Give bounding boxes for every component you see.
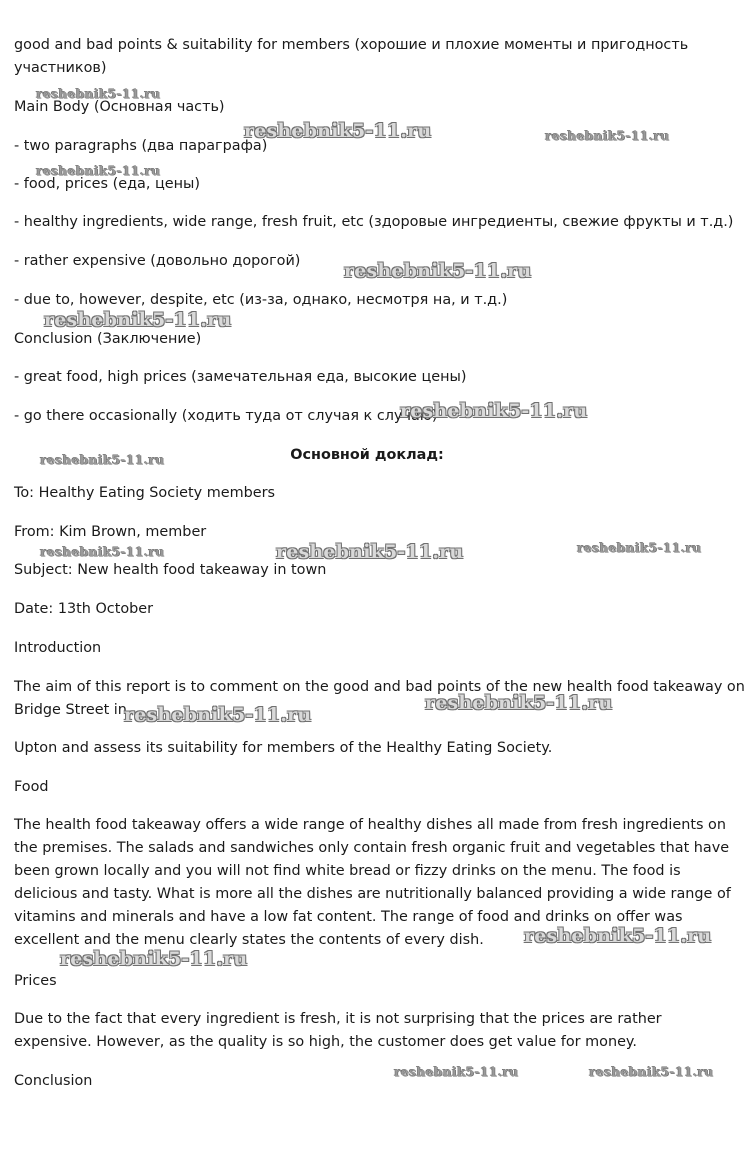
- food-paragraph: The health food takeaway offers a wide range of healthy dishes all made from fresh ingredients on the premises. The salads and sandwiches only contain fresh organic fruit and vegetables that have been grown locally and you will not find white bread or fizzy drinks on the menu. The food is delicious and tasty. What is more all the dishes are nutritionally balanced providing a wide range of vitamins and minerals and have a low fat content. The range of food and drinks on offer was excellent and the menu clearly states the contents of every dish.: [14, 817, 731, 948]
- paragraph-line: Bridge Street in: [14, 702, 127, 718]
- memo-date: Date: 13th October: [14, 601, 154, 617]
- watermark: reshebnik5-11.ru: [344, 260, 532, 282]
- prices-paragraph: Due to the fact that every ingredient is fresh, it is not surprising that the prices are rather expensive. However, as the quality is so high, the customer does get value for money.: [14, 1011, 662, 1050]
- watermark: reshebnik5-11.ru: [244, 120, 432, 142]
- watermark: reshebnik5-11.ru: [40, 544, 165, 559]
- watermark: reshebnik5-11.ru: [36, 163, 161, 178]
- section-heading: Introduction: [14, 640, 102, 656]
- list-item: - rather expensive (довольно дорогой): [14, 253, 301, 269]
- section-heading: Conclusion: [14, 1073, 93, 1089]
- text-line: участников): [14, 60, 107, 76]
- watermark: reshebnik5-11.ru: [124, 704, 312, 726]
- section-heading: Main Body (Основная часть): [14, 99, 225, 115]
- section-heading: Prices: [14, 973, 57, 989]
- watermark: reshebnik5-11.ru: [40, 452, 165, 467]
- memo-to: To: Healthy Eating Society members: [14, 485, 276, 501]
- watermark: reshebnik5-11.ru: [425, 692, 613, 714]
- list-item: - due to, however, despite, etc (из-за, однако, несмотря на, и т.д.): [14, 292, 508, 308]
- watermark: reshebnik5-11.ru: [36, 86, 161, 101]
- watermark: reshebnik5-11.ru: [524, 925, 712, 947]
- list-item: - healthy ingredients, wide range, fresh fruit, etc (здоровые ингредиенты, свежие фрукты и т.д.): [14, 214, 734, 230]
- list-item: - great food, high prices (замечательная еда, высокие цены): [14, 369, 467, 385]
- watermark: reshebnik5-11.ru: [60, 948, 248, 970]
- watermark: reshebnik5-11.ru: [545, 128, 670, 143]
- section-heading: Conclusion (Заключение): [14, 331, 202, 347]
- paragraph-line: The aim of this report is to comment on the good and bad points of the new health food takeaway on: [14, 679, 745, 695]
- watermark: reshebnik5-11.ru: [577, 540, 702, 555]
- watermark: reshebnik5-11.ru: [400, 400, 588, 422]
- memo-subject: Subject: New health food takeaway in town: [14, 562, 327, 578]
- report-title: Основной доклад:: [290, 447, 444, 463]
- watermark: reshebnik5-11.ru: [276, 541, 464, 563]
- watermark: reshebnik5-11.ru: [589, 1064, 714, 1079]
- watermark: reshebnik5-11.ru: [394, 1064, 519, 1079]
- list-item: - go there occasionally (ходить туда от случая к случаю): [14, 408, 438, 424]
- list-item: - food, prices (еда, цены): [14, 176, 201, 192]
- text-line: good and bad points & suitability for members (хорошие и плохие моменты и пригодность: [14, 37, 689, 53]
- paragraph-line: Upton and assess its suitability for members of the Healthy Eating Society.: [14, 740, 553, 756]
- list-item: - two paragraphs (два параграфа): [14, 138, 268, 154]
- memo-from: From: Kim Brown, member: [14, 524, 207, 540]
- watermark: reshebnik5-11.ru: [44, 309, 232, 331]
- section-heading: Food: [14, 779, 49, 795]
